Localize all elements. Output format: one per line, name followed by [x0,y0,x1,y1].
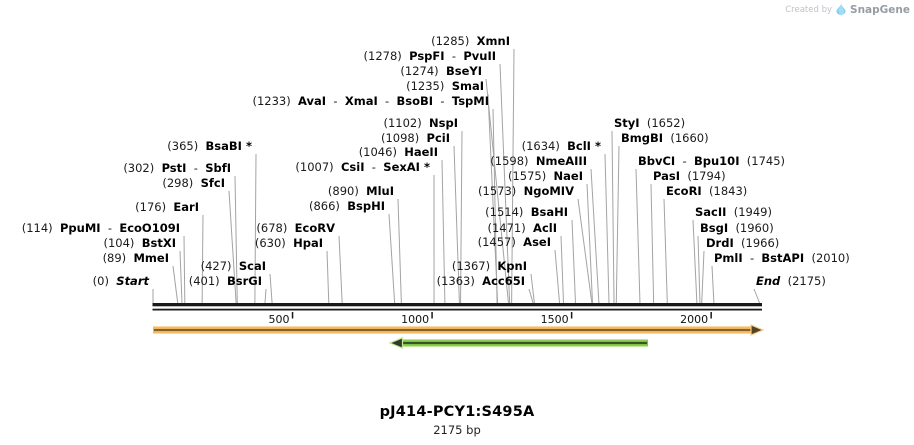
site-position: (1634) [521,139,560,153]
created-by-text: Created by [785,4,833,15]
title-block [0,404,914,437]
site-position: (1007) [295,160,334,174]
site-position: (1102) [383,116,422,130]
site-label-mmei [103,251,169,265]
enzyme-name: SacII [695,205,727,219]
site-position: (1652) [646,116,686,130]
site-label-bstxi [103,236,176,250]
site-label-scai [201,259,266,273]
enzyme-name: PasI [653,169,681,183]
enzyme-name: BsoBI [396,94,434,108]
enzyme-name: XmnI [476,34,510,48]
enzyme-name: XmaI [344,94,378,108]
site-position: (1471) [487,221,526,235]
site-position: (1363) [436,274,475,288]
site-label-pspfi-pvuii: (1278) PspFI - PvuII [363,49,496,63]
enzyme-name: SfcI [200,176,225,190]
site-position: (2175) [787,274,826,288]
site-label-mlui [328,184,394,198]
snapgene-brand-text: SnapGene [850,3,910,16]
site-label-xmni [431,34,510,48]
site-label-pcii [381,131,450,145]
site-position: (678) [256,221,288,235]
enzyme-name: KpnI [497,259,527,273]
site-position: (302) [123,161,155,175]
site-label-avai-xmai-bsobi-tspmi: (1233) AvaI - XmaI - BsoBI - TspMI [252,94,489,108]
site-position: (1660) [670,131,709,145]
site-label-psti-sbfi: (302) PstI - SbfI [123,161,231,175]
enzyme-name: HaeII [404,145,438,159]
site-position: (89) [102,251,127,265]
site-position: (401) [188,274,220,288]
enzyme-name: EcoO109I [119,221,180,235]
site-position: (1235) [406,79,445,93]
enzyme-name: BstAPI [761,251,805,265]
enzyme-name: NmeAIII [535,154,587,168]
site-position: (1573) [478,184,517,198]
site-label-styi [614,116,685,130]
site-position: (1098) [380,131,420,145]
site-position: (1046) [358,145,397,159]
site-label-pmli-bstapi: PmlI - BstAPI (2010) [714,251,850,265]
site-label-ecori [666,184,747,198]
methylation-star: * [241,139,252,153]
site-label-nmeaiii [490,154,587,168]
site-position: (1598) [490,154,529,168]
enzyme-name: BseYI [445,64,482,78]
site-label-csii-sexai: (1007) CsiI - SexAI * [295,160,430,174]
enzyme-name: HpaI [293,236,323,250]
enzyme-name: AclI [533,221,557,235]
site-position: (1457) [477,235,516,249]
site-position: (1745) [746,154,786,168]
site-label-nspi [383,116,458,130]
site-label-bsrgi [189,274,262,288]
site-label-bcli [522,139,601,153]
site-position: (630) [254,236,286,250]
snapgene-droplet-icon [836,3,846,16]
site-position: (1949) [733,205,772,219]
enzyme-name: NgoMIV [523,184,574,198]
site-position: (1575) [507,169,547,183]
methylation-star: * [419,160,430,174]
site-label-pasi [653,169,726,183]
site-label-end [756,274,826,288]
snapgene-watermark [785,3,910,16]
enzyme-name: End [756,274,781,288]
site-label-bsahi [485,205,568,219]
site-position: (1960) [735,221,774,235]
site-label-hpai [255,236,323,250]
enzyme-name: BsaHI [530,205,568,219]
enzyme-name: Bpu10I [694,154,740,168]
site-label-bseyi [400,64,482,78]
site-position: (1233) [252,94,291,108]
site-position: (890) [327,184,359,198]
site-position: (1274) [400,64,439,78]
enzyme-name: BspHI [347,199,385,213]
site-label-asei [478,235,551,249]
enzyme-name: ScaI [238,259,266,273]
site-position: (0) [92,274,109,288]
enzyme-name: PspFI [409,49,445,63]
enzyme-name: BmgBI [621,131,664,145]
ruler-tick-label: 1500 [540,313,569,326]
ruler-tick-label: 500 [268,313,290,326]
site-label-smai [406,79,484,93]
plasmid-title: pJ414-PCY1:S495A [379,404,535,420]
site-position: (298) [162,176,194,190]
site-position: (1843) [709,184,748,198]
enzyme-name: Start [116,274,149,288]
site-position: (1367) [451,259,491,273]
enzyme-name: Acc65I [482,274,525,288]
ruler-tick-label: 1000 [401,313,430,326]
enzyme-name: SmaI [451,79,484,93]
enzyme-name: BstXI [141,236,176,250]
enzyme-name: AvaI [298,94,327,108]
site-position: (2010) [811,251,850,265]
enzyme-name: AseI [523,235,551,249]
methylation-star: * [590,139,601,153]
plasmid-length: 2175 bp [433,423,481,437]
enzyme-name: BclI [567,139,591,153]
site-label-acli [487,221,557,235]
enzyme-name: MluI [366,184,394,198]
enzyme-name: SexAI [383,160,420,174]
site-label-ngomiv [478,184,574,198]
ruler-tick-label: 2000 [680,313,709,326]
enzyme-name: PmlI [714,251,743,265]
enzyme-name: EcoRV [294,221,335,235]
site-label-ecorv [256,221,335,235]
site-label-sfci [162,176,225,190]
site-position: (1285) [431,34,470,48]
site-position: (866) [309,199,340,213]
enzyme-name: SbfI [205,161,231,175]
enzyme-name: TspMI [451,94,489,108]
site-position: (427) [200,259,232,273]
site-position: (1966) [741,236,780,250]
site-position: (1794) [687,169,726,183]
site-label-naei [508,169,583,183]
site-position: (104) [103,236,135,250]
site-position: (176) [135,200,167,214]
site-label-kpni [452,259,527,273]
enzyme-name: PstI [161,161,187,175]
enzyme-name: DrdI [706,236,734,250]
site-label-ppumi-ecoo109i: (114) PpuMI - EcoO109I [21,221,180,235]
site-position: (1278) [363,49,402,63]
site-label-start [93,274,149,288]
enzyme-name: BsaBI [205,139,242,153]
site-label-bsphi [309,199,385,213]
site-label-bmgbi [621,131,709,145]
enzyme-name: CsiI [340,160,365,174]
site-label-bsabi [167,139,252,153]
enzyme-name: MmeI [133,251,169,265]
site-label-drdi [706,236,779,250]
site-label-eari [135,200,199,214]
site-position: (114) [21,221,53,235]
enzyme-name: PvuII [463,49,496,63]
site-label-sacii [695,205,772,219]
enzyme-name: EcoRI [666,184,702,198]
enzyme-name: NspI [429,116,458,130]
site-label-haeii [359,145,438,159]
enzyme-name: BbvCI [638,154,676,168]
enzyme-name: NaeI [553,169,583,183]
enzyme-name: BsrGI [227,274,262,288]
site-position: (365) [167,139,199,153]
enzyme-name: PpuMI [60,221,101,235]
site-position: (1514) [485,205,524,219]
site-label-bsgi [700,221,774,235]
enzyme-name: BsgI [700,221,729,235]
site-label-acc65i [437,274,525,288]
enzyme-name: PciI [426,131,450,145]
enzyme-name: EarI [173,200,199,214]
site-label-bbvci-bpu10i: BbvCI - Bpu10I (1745) [638,154,786,168]
enzyme-name: StyI [614,116,640,130]
